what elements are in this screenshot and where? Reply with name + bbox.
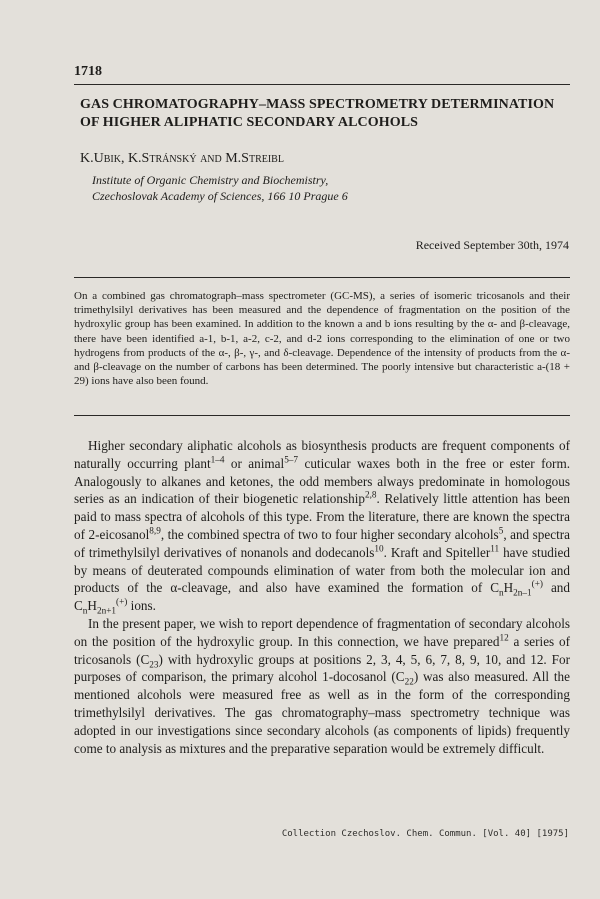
received-date: Received September 30th, 1974 (415, 238, 569, 252)
affiliation-line-1: Institute of Organic Chemistry and Biochemistry, (92, 173, 329, 187)
author-affiliation (92, 172, 348, 204)
article-authors: K.Ubik, K.Stránský and M.Streibl (80, 151, 284, 166)
paragraph-2: In the present paper, we wish to report dependence of fragmentation of secondary alcohols on the position of the hydroxylic group. In this connection, we have prepared$^{12}$ a series of tricosanols $(C_{23})$ with hydroxylic groups at positions 2, 3, 4, 5, 6, 7, 8, 9, 10, and 12. For purposes of comparison, the primary alcohol 1-docosanol $(C_{22})$ was also measured. All the mentioned alcohols were measured free as well as in the form of the corresponding trimethylsilyl derivatives. The gas chromatography–mass spectrometry technique was adopted in our investigations since secondary alcohols (as components of lipids) frequently come to analysis as mixtures and the preparative separation would be extremely difficult. (74, 615, 570, 756)
abstract: On a combined gas chromatograph–mass spectrometer (GC-MS), a series of isomeric tricosanols and their trimethylsilyl derivatives has been measured and the dependence of fragmentation on the position of the hydroxylic group has been examined. In addition to the known a and b ions resulting by the α- and β-cleavage, there have been identified a-1, b-1, a-2, c-2, and d-2 ions corresponding to the elimination of one or two hydrogens from products of the α-, β-, γ-, and δ-cleavage. Dependence of the intensity of products from the α- and β-cleavage on the number of carbons has been determined. The poorly intensive but characteristic a-(18 + 29) ions have also been found. (74, 290, 570, 388)
article-title: GAS CHROMATOGRAPHY–MASS SPECTROMETRY DETERMINATION OF HIGHER ALIPHATIC SECONDARY ALCOHOLS (80, 97, 555, 130)
paragraph-1: Higher secondary aliphatic alcohols as biosynthesis products are frequent components of naturally occurring plant$^{1-4}$ or animal$^{5-7}$ cuticular waxes both in the free or ester form. Analogously to alkanes and ketones, the odd members always predominate in homologous series as an indication of their biogenetic relationship$^{2,8}$. Relatively little attention has been paid to mass spectra of alcohols of this type. From the literature, there are known the spectra of 2-eicosanol$^{8,9}$, the combined spectra of two to four higher secondary alcohols$^5$, and spectra of trimethylsilyl derivatives of nonanols and dodecanols$^{10}$. Kraft and Spiteller$^{11}$ have studied by means of deuterated compounds elimination of water from both the molecular ion and products of the α-cleavage, and also have examined the formation of $C_nH_{2n-1}^{(+)}$ and $C_nH_{2n+1}^{(+)}$ ions. (74, 438, 571, 616)
header-rule (74, 84, 570, 85)
page-number: 1718 (74, 64, 102, 79)
abstract-bottom-rule (74, 415, 570, 416)
body-text (74, 437, 570, 757)
journal-citation-footer: Collection Czechoslov. Chem. Commun. [Vol. 40] [1975] (281, 829, 569, 839)
affiliation-line-2: Czechoslovak Academy of Sciences, 166 10 Prague 6 (92, 189, 348, 203)
abstract-top-rule (74, 277, 570, 278)
